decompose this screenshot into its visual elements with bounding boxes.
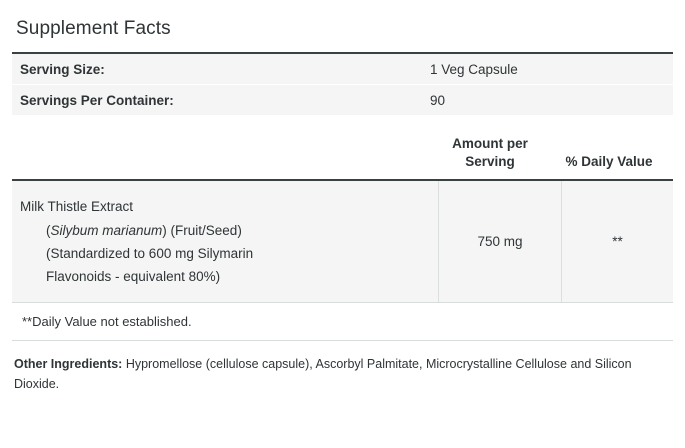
ingredient-name [12, 181, 439, 302]
serving-size-value: 1 Veg Capsule [430, 54, 673, 84]
paren-open: ( [46, 222, 51, 238]
plant-part: ) (Fruit/Seed) [162, 222, 242, 238]
ingredient-amount: 750 mg [439, 181, 562, 302]
ingredient-name-line3: (Standardized to 600 mg Silymarin [46, 245, 254, 261]
amount-per-serving-header [430, 135, 550, 171]
serving-info-table [12, 54, 673, 115]
amount-per-serving-line1: Amount per [452, 136, 528, 151]
nutrient-table [12, 181, 673, 302]
page-title: Supplement Facts [16, 18, 171, 39]
servings-per-container-label: Servings Per Container: [12, 85, 430, 115]
serving-size-label: Serving Size: [12, 54, 430, 84]
daily-value-footnote: **Daily Value not established. [22, 314, 192, 330]
table-row [12, 54, 673, 84]
ingredient-name-line1: Milk Thistle Extract [20, 199, 134, 215]
ingredient-daily-value: ** [562, 181, 674, 302]
amount-per-serving-line2: Serving [465, 154, 515, 170]
other-ingredients-label: Other Ingredients: [14, 357, 123, 372]
other-ingredients [12, 341, 673, 394]
ingredient-name-line4: Flavonoids - equivalent 80%) [46, 269, 221, 285]
servings-per-container-value: 90 [430, 85, 673, 115]
section-gap [12, 115, 673, 135]
daily-value-header: % Daily Value [565, 154, 653, 170]
table-row [12, 181, 673, 302]
table-row [12, 85, 673, 115]
ingredient-name-line2 [20, 219, 438, 242]
column-headers [12, 135, 673, 179]
other-ingredients-text: Hypromellose (cellulose capsule), Ascorbyl Palmitate, Microcrystalline Cellulose and Silicon Dioxide. [14, 357, 632, 392]
botanical-name: Silybum marianum [50, 222, 163, 238]
